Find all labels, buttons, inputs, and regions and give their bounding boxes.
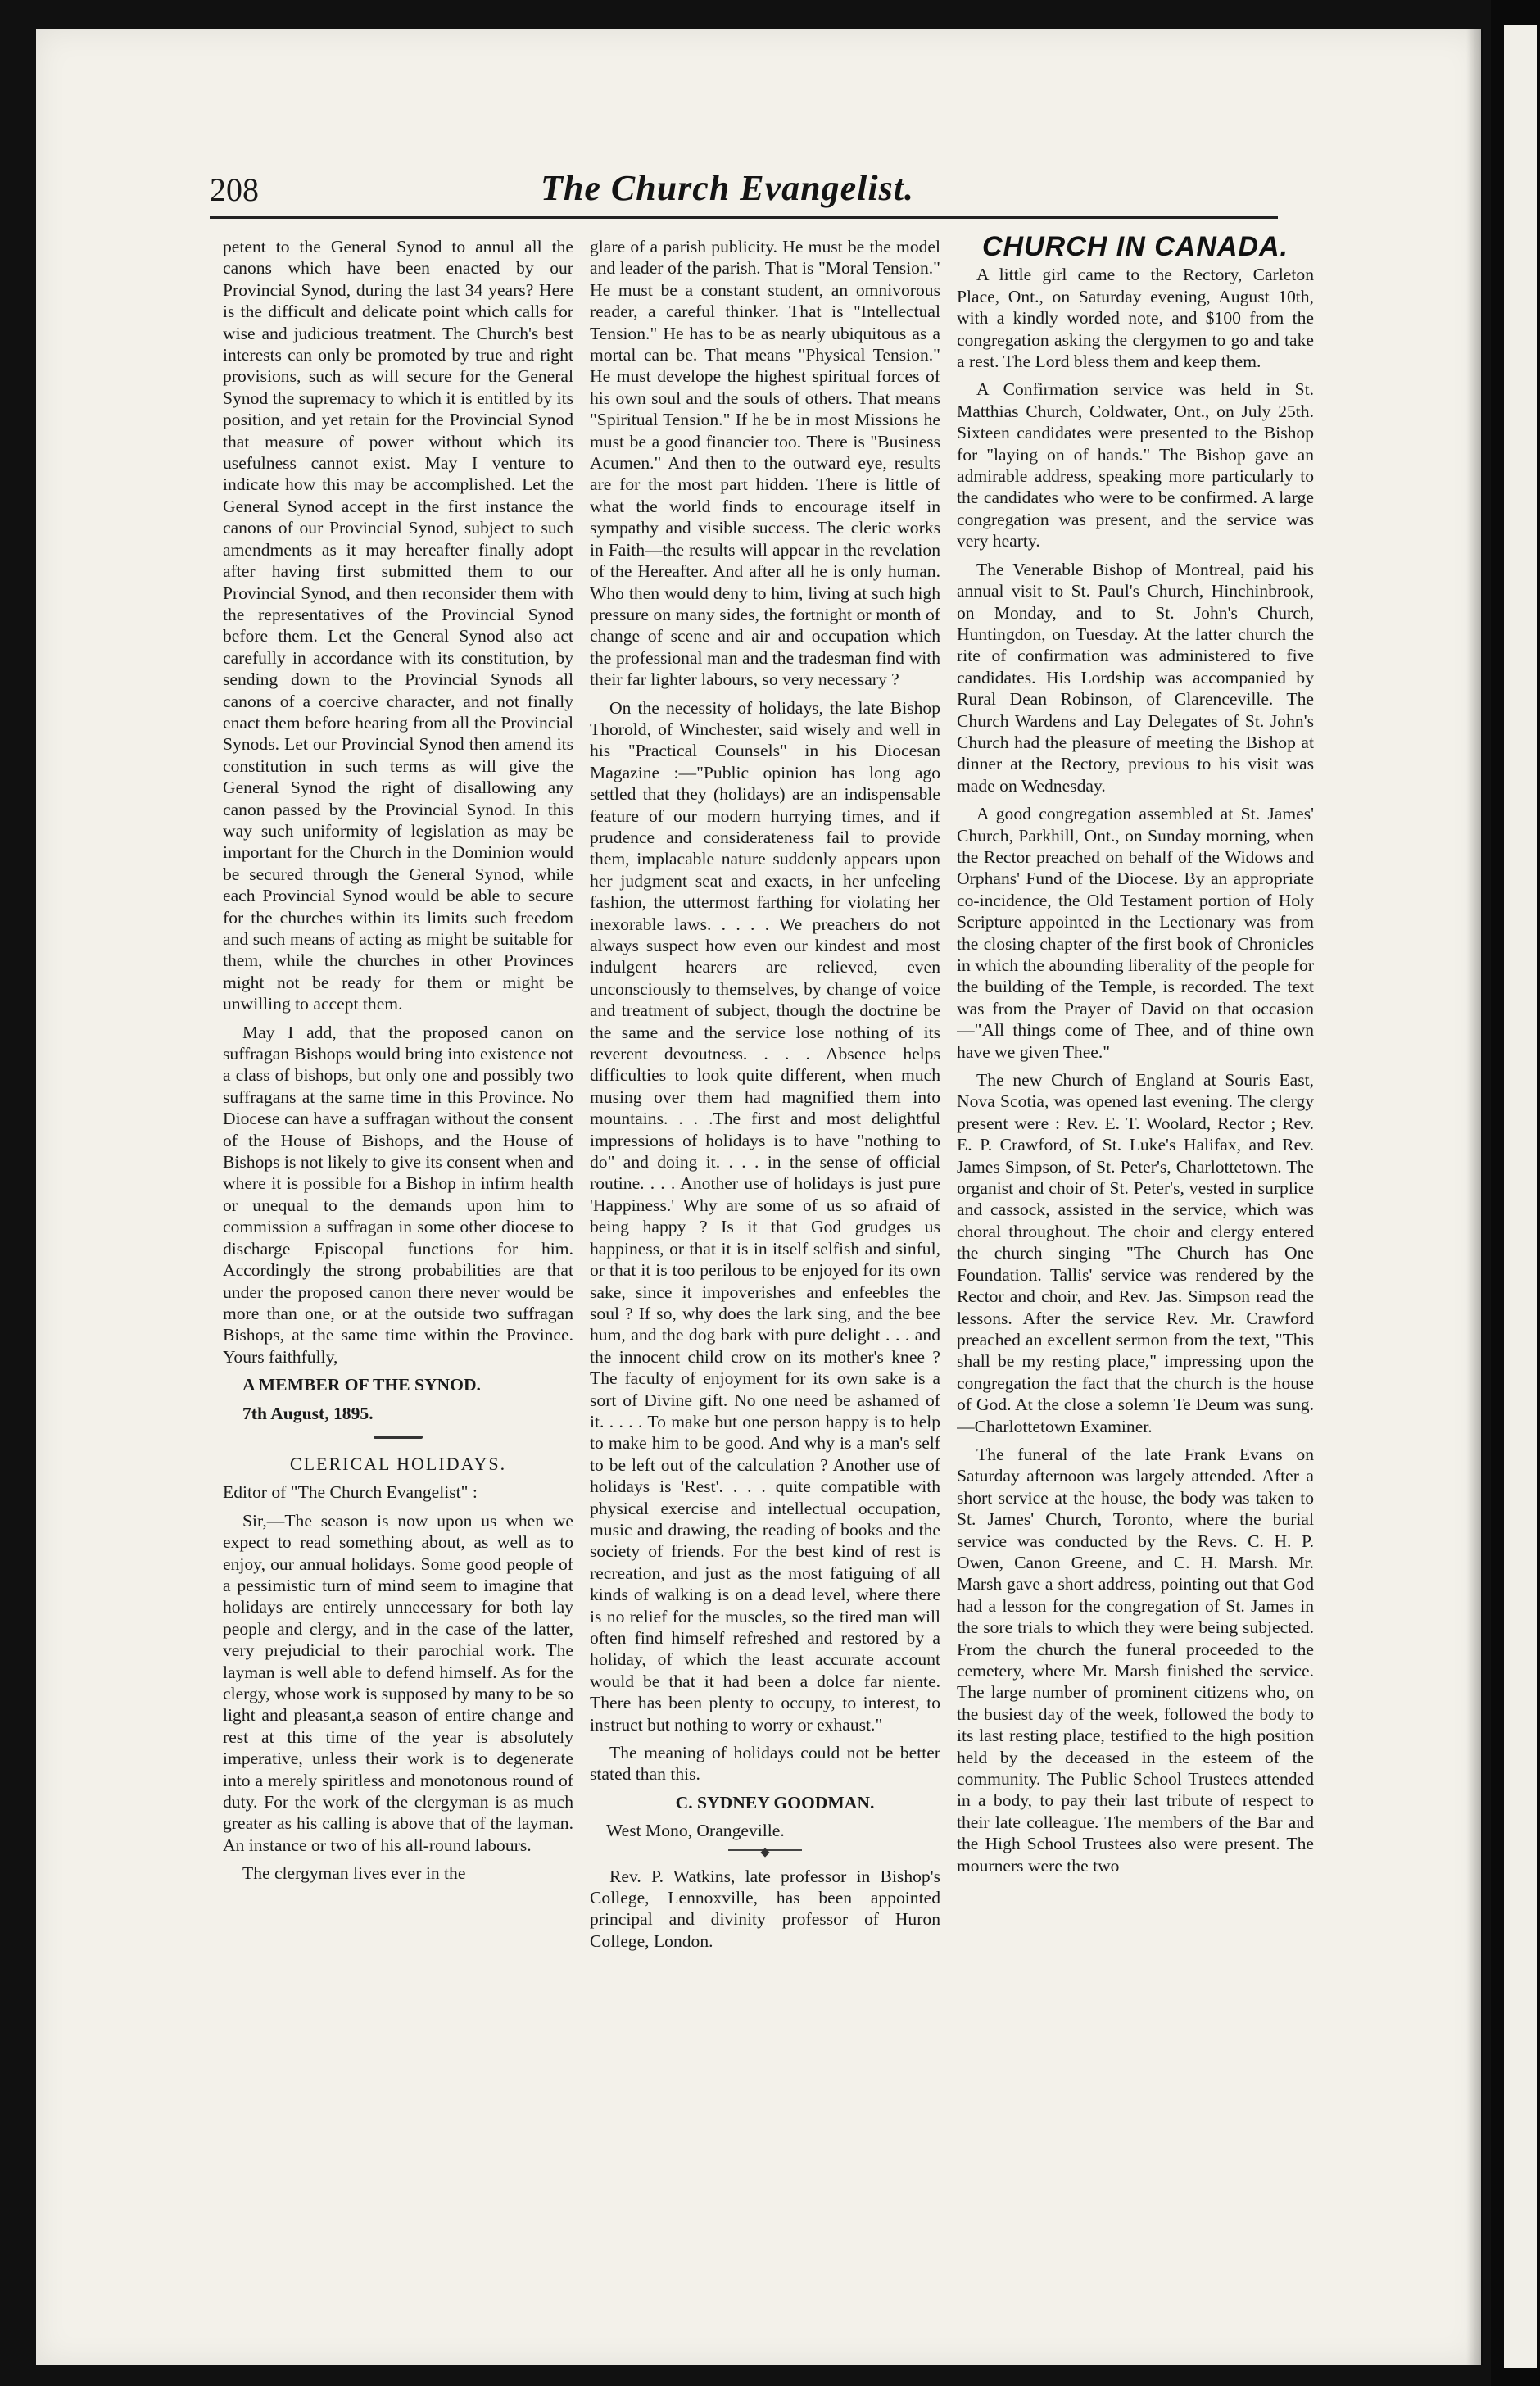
col1-signature-date: 7th August, 1895.: [242, 1403, 374, 1423]
film-strip-border: [1491, 0, 1540, 2386]
col1-paragraph-2: May I add, that the proposed canon on suffragan Bishops would bring into existence not a class of bishops, but only one and possibly two suffragans at the same time in this Province. No Diocese can have a suffragan without the consent of the House of Bishops, and the House of Bishops is not likely to give its consent when and where it is possible for a Bishop in infirm health or unequal to the demands upon him to commission a suffragan in some other diocese to discharge Episcopal functions for him. Accordingly the strong probabilities are that under the proposed canon there never would be more than one, or at the outside two suffragan Bishops, at the same time within the Province. Yours faithfully,: [223, 1022, 573, 1367]
page-number: 208: [210, 171, 259, 208]
col3-paragraph-5: The new Church of England at Souris East, Nova Scotia, was opened last evening. The clergy present were : Rev. E. T. Woolard, Rector ; Rev. E. P. Crawford, of St. Luke's Halifax, and Rev. James Simpson, of St. Peter's, Charlottetown. The organist and choir of St. Peter's, vested in surplice and cassock, assisted in the service, which was choral throughout. The choir and clergy entered the church singing "The Church has One Foundation. Tallis' service was rendered by the Rector and choir, and Rev. Jas. Simpson read the lessons. After the service Rev. Mr. Crawford preached an excellent sermon from the text, "This shall be my resting place," impressing upon the congregation the fact that the church is the house of God. At the close a solemn Te Deum was sung.—Charlottetown Examiner.: [957, 1070, 1314, 1436]
header-rule: [210, 216, 1278, 219]
column-2: [590, 236, 940, 2219]
col2-paragraph-2: On the necessity of holidays, the late Bishop Thorold, of Winchester, said wisely and well in his "Practical Counsels" in his Diocesan Magazine :—"Public opinion has long ago settled that they (holidays) are an indispensable feature of our modern hurrying times, and if prudence and considerateness fail to provide them, implacable nature suddenly appears upon her judgment seat and exacts, in her unfeeling fashion, the uttermost farthing for violating her inexorable laws. . . . . We preachers do not always suspect how even our kindest and most indulgent hearers are relieved, even unconsciously to themselves, by change of voice and treatment of subject, though the doctrine be the same and the service lose nothing of its reverent devoutness. . . . Absence helps difficulties to look quite different, when much musing over them had magnified them into mountains. . . .The first and most delightful impressions of holidays is to have "nothing to do" and doing it. . . . in the sense of official routine. . . . Another use of holidays is just pure 'Happiness.' Why are some of us so afraid of being happy ? Is it that God grudges us happiness, or that it is in itself selfish and sinful, or that it is too perilous to be enjoyed for its own sake, since it impoverishes and enfeebles the soul ? If so, why does the lark sing, and the bee hum, and the dog bark with pure delight . . . and the innocent child crow on its mother's knee ? The faculty of enjoyment for its own sake is a sort of Divine gift. No one need be ashamed of it. . . . . To make but one person happy is to help to make him to be good. And why is a man's self to be left out of the calculation ? Another use of holidays is 'Rest'. . . . quite compatible with physical exercise and intellectual occupation, music and drawing, the reading of books and the society of friends. For the best kind of rest is recreation, and just as the most fatiguing of all kinds of walking is on a dead level, where there is no relief for the muscles, so the tired man will often find himself refreshed and restored by a holiday, of which the least accurate account would be that it had been a dolce far niente. There has been plenty to occupy, to interest, to instruct but nothing to worry or exhaust.": [590, 697, 940, 1735]
letter-salutation: Editor of "The Church Evangelist" :: [223, 1482, 478, 1503]
col2-paragraph-1: glare of a parish publicity. He must be the model and leader of the parish. That is "Moral Tension." He must be a constant student, an omnivorous reader, a careful thinker. That is "Intellectual Tension." He has to be as nearly ubiquitous as a mortal can be. That means "Physical Tension." He must develope the highest spiritual forces of his own soul and the souls of others. That means "Spiritual Tension." If he be in most Missions he must be a good financier too. There is "Business Acumen." And then to the outward eye, results are for the most part hidden. There is little of what the world finds to encourage itself in sympathy and visible success. The cleric works in Faith—the results will appear in the revelation of the Hereafter. And after all he is only human. Who then would deny to him, living at such high pressure on many sides, the fortnight or month of change of scene and air and occupation which the professional man and the tradesman find with their far lighter labours, so very necessary ?: [590, 237, 940, 690]
col1-divider: [374, 1436, 423, 1439]
col1-paragraph-4: The clergyman lives ever in the: [242, 1863, 466, 1884]
col1-paragraph-3: Sir,—The season is now upon us when we expect to read something about, as well as to enjoy, our annual holidays. Some good people of a pessimistic turn of mind seem to imagine that holidays are entirely unnecessary for both lay people and clergy, and in the case of the latter, very prejudicial to their parochial work. The layman is well able to defend himself. As for the clergy, whose work is supposed by many to be so light and pleasant,a season of entire change and rest at this time of the year is absolutely imperative, unless their work is to degenerate into a merely spiritless and monotonous round of duty. For the work of the clergyman is as much greater as his calling is above that of the layman. An instance or two of his all-round labours.: [223, 1510, 573, 1855]
clerical-holidays-heading: CLERICAL HOLIDAYS.: [289, 1453, 507, 1474]
col3-paragraph-6: The funeral of the late Frank Evans on Saturday afternoon was largely attended. After a short service at the house, the body was taken to St. James' Church, Toronto, where the burial service was conducted by the Revs. C. H. P. Owen, Canon Greene, and C. H. Marsh. Mr. Marsh gave a short address, pointing out that God had a lesson for the congregation of St. James in the sore trials to which they were being subjected. From the church the funeral proceeded to the cemetery, where Mr. Marsh finished the service. The large number of prominent citizens who, on the busiest day of the week, followed the body to its last resting place, testified to the high position held by the deceased in the esteem of the community. The Public School Trustees attended in a body, to pay their last tribute of respect to their late colleague. The members of the Bar and the High School Trustees also were present. The mourners were the two: [957, 1444, 1314, 1876]
publication-title: The Church Evangelist.: [541, 168, 914, 208]
col1-paragraph-1: petent to the General Synod to annul all the canons which have been enacted by our Provincial Synod, during the last 34 years? Here is the difficult and delicate point which calls for wise and judicious treatment. The Church's best interests can only be promoted by true and right provisions, such as will secure for the General Synod the supremacy to which it is entitled by its position, and yet retain for the Provincial Synod that measure of power without which its usefulness cannot exist. May I venture to indicate how this may be accomplished. Let the General Synod accept in the first instance the canons of our Provincial Synod, subject to such amendments as it may hereafter finally adopt after having first submitted them to our Provincial Synod, and then reconsider them with the representatives of the Provincial Synod before them. Let the General Synod also act carefully in accordance with its constitution, by sending down to the Provincial Synods all canons of a coercive character, and not finally enact them before hearing from all the Provincial Synods. Let our Provincial Synod then amend its constitution in such terms as will give the General Synod the right of disallowing any canon passed by the Provincial Synod. In this way such uniformity of legislation as may be important for the Church in the Dominion would be secured through the General Synod, while each Provincial Synod would be able to secure for the churches within its limits such freedom and such means of acting as might be suitable for them, while the churches in other Provinces might not be ready for them or might be unwilling to accept them.: [223, 237, 573, 1014]
col3-paragraph-4: A good congregation assembled at St. James' Church, Parkhill, Ont., on Sunday morning, when the Rector preached on behalf of the Widows and Orphans' Fund of the Diocese. By an appropriate co-incidence, the Old Testament portion of Holy Scripture appointed in the Lectionary was from the closing chapter of the first book of Chronicles in which the abounding liberality of the people for the building of the Temple, is recorded. The text was from the Prayer of David on that occasion—"All things come of Thee, and of thine own have we given Thee.": [957, 804, 1314, 1062]
col3-paragraph-3: The Venerable Bishop of Montreal, paid his annual visit to St. Paul's Church, Hinchinbrook, on Monday, and to St. John's Church, Huntingdon, on Tuesday. At the latter church the rite of confirmation was administered to five candidates. His Lordship was accompanied by Rural Dean Robinson, of Clarenceville. The Church Wardens and Lay Delegates of St. John's Church had the pleasure of meeting the Bishop at dinner at the Rectory, previous to his visit was made on Wednesday.: [957, 559, 1314, 796]
col2-divider: [728, 1849, 802, 1851]
adjacent-page-edge: [1504, 25, 1537, 2368]
col1-signature: A MEMBER OF THE SYNOD.: [242, 1375, 481, 1395]
col2-signature-place: West Mono, Orangeville.: [606, 1821, 785, 1841]
column-3: [957, 236, 1314, 2219]
col3-paragraph-2: A Confirmation service was held in St. Matthias Church, Coldwater, Ont., on July 25th. Sixteen candidates were presented to the Bishop for "laying on of hands." The Bishop gave an admirable address, speaking more particularly to the candidates who were to be confirmed. A large congregation was present, and the service was very hearty.: [957, 379, 1314, 551]
column-1: [223, 236, 573, 2219]
col3-paragraph-1: A little girl came to the Rectory, Carleton Place, Ont., on Saturday evening, August 10th, with a kindly worded note, and $100 from the congregation asking the clergymen to go and take a rest. The Lord bless them and keep them.: [957, 265, 1314, 372]
col2-paragraph-4: Rev. P. Watkins, late professor in Bishop's College, Lennoxville, has been appointed principal and divinity professor of Huron College, London.: [590, 1866, 940, 1951]
church-in-canada-heading: CHURCH IN CANADA.: [982, 236, 1289, 262]
page-edge-shadow: [1466, 29, 1483, 2365]
col2-signature: C. SYDNEY GOODMAN.: [675, 1792, 875, 1812]
col2-paragraph-3: The meaning of holidays could not be better stated than this.: [590, 1743, 940, 1785]
